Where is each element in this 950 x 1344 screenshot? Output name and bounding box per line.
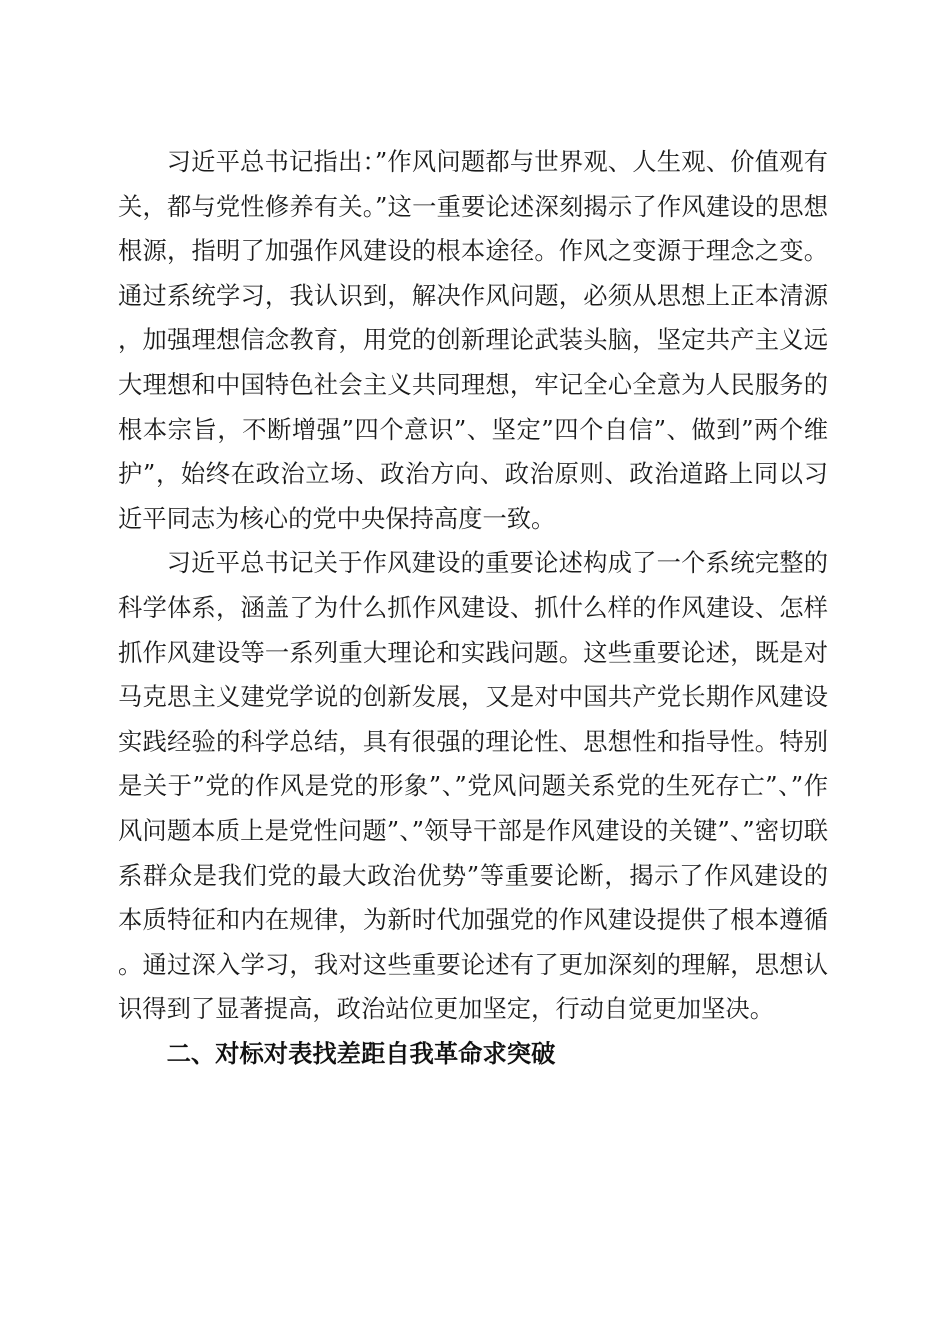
section-heading: 二、对标对表找差距自我革命求突破 <box>166 1038 556 1068</box>
body-paragraph-1: 习近平总书记指出：”作风问题都与世界观、人生观、价值观有关，都与党性修养有关。”这一重要论述深刻揭示了作风建设的思想根源，指明了加强作风建设的根本途径。作风之变源于理念之变。通过系统学习，我认识到，解决作风问题，必须从思想上正本清源，加强理想信念教育，用党的创新理论武装头脑，坚定共产主义远大理想和中国特色社会主义共同理想，牢记全心全意为人民服务的根本宗旨，不断增强”四个意识”、坚定”四个自信”、做到”两个维护”，始终在政治立场、政治方向、政治原则、政治道路上同以习近平同志为核心的党中央保持高度一致。 <box>118 147 828 533</box>
document-body <box>118 140 828 1076</box>
body-paragraph-2: 习近平总书记关于作风建设的重要论述构成了一个系统完整的科学体系，涵盖了为什么抓作风建设、抓什么样的作风建设、怎样抓作风建设等一系列重大理论和实践问题。这些重要论述，既是对马克思主义建党学说的创新发展，又是对中国共产党长期作风建设实践经验的科学总结，具有很强的理论性、思想性和指导性。特别是关于”党的作风是党的形象”、”党风问题关系党的生死存亡”、”作风问题本质上是党性问题”、”领导干部是作风建设的关键”、”密切联系群众是我们党的最大政治优势”等重要论断，揭示了作风建设的本质特征和内在规律，为新时代加强党的作风建设提供了根本遵循。通过深入学习，我对这些重要论述有了更加深刻的理解，思想认识得到了显著提高，政治站位更加坚定，行动自觉更加坚决。 <box>118 548 828 1024</box>
